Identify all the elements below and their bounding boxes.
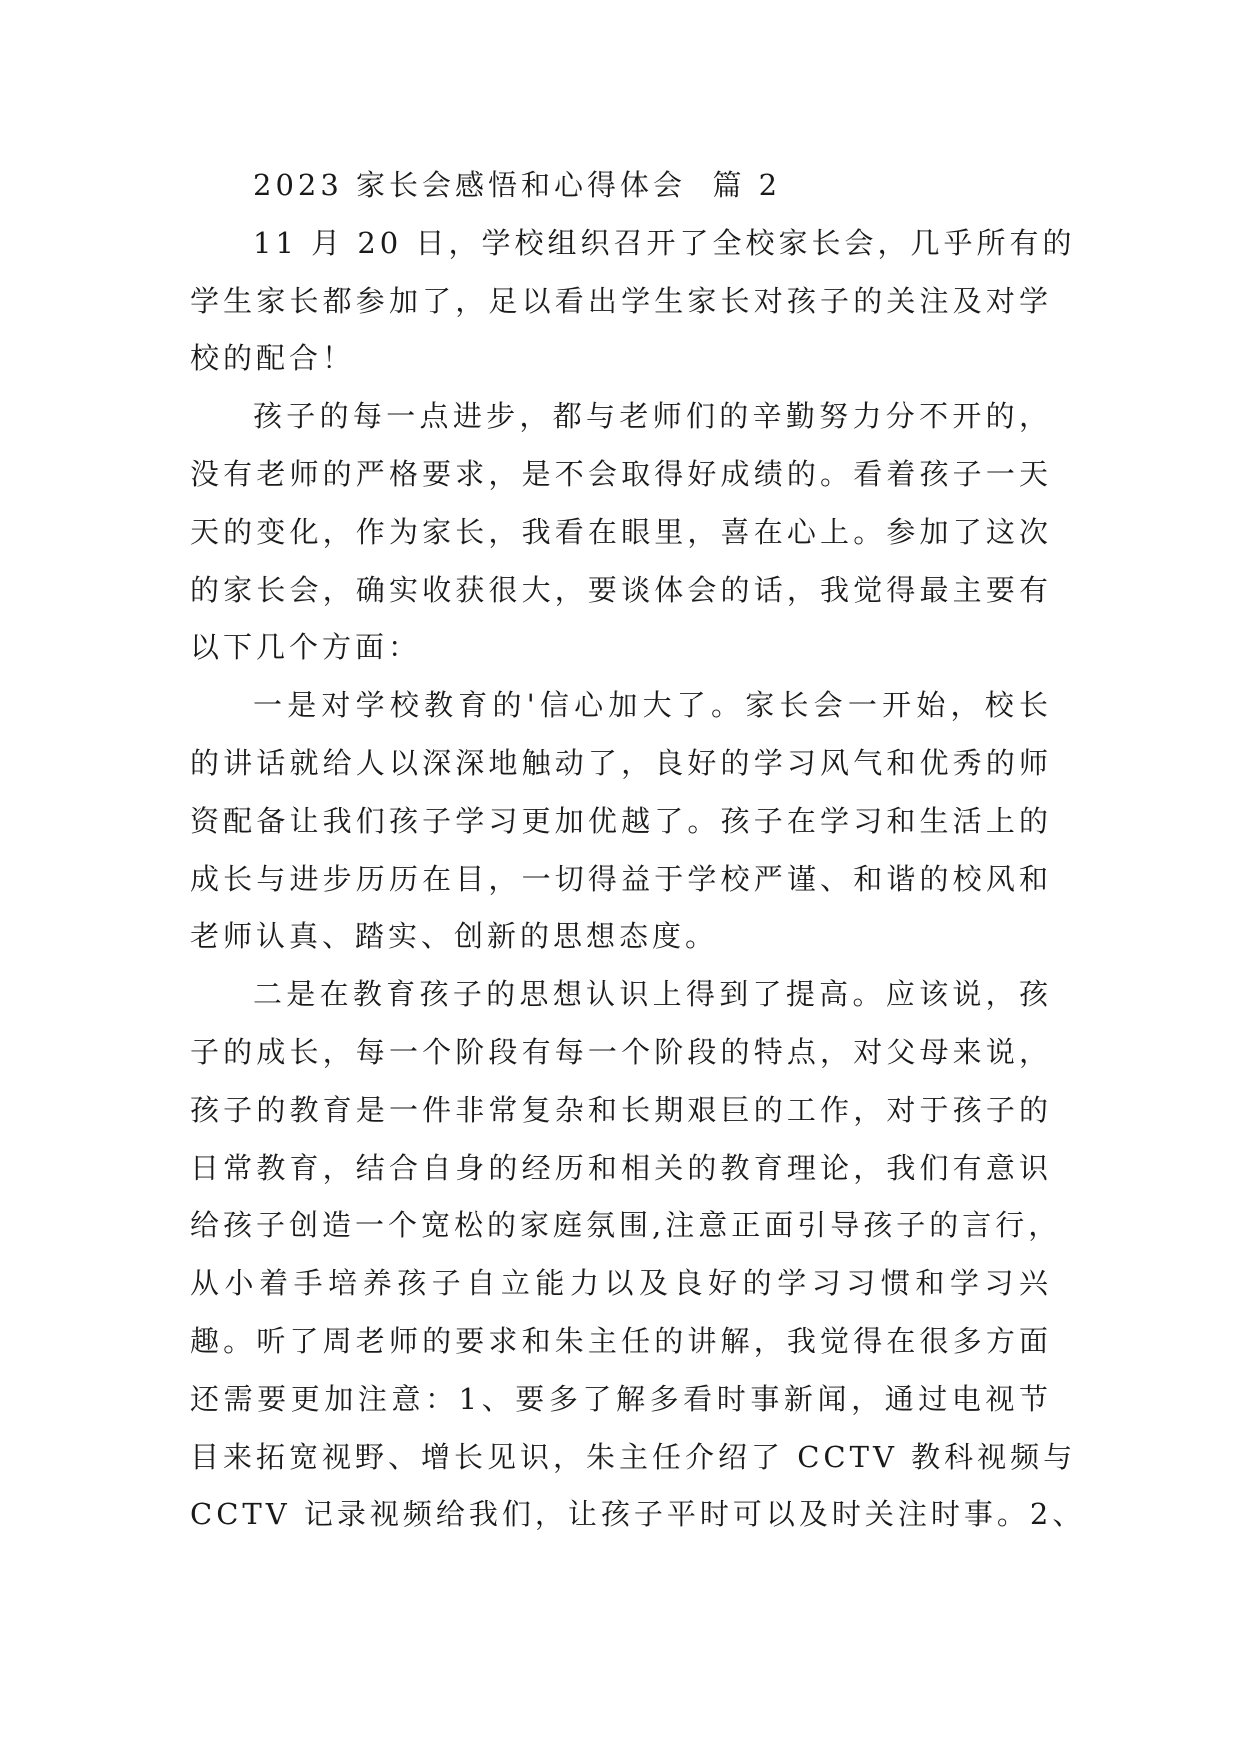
paragraph-line: 老师认真、踏实、创新的思想态度。 xyxy=(190,919,719,954)
paragraph-line: 11 月 20 日，学校组织召开了全校家长会，几乎所有的 xyxy=(253,225,1076,260)
paragraph-line: 一是对学校教育的'信心加大了。家长会一开始，校长 xyxy=(253,688,1052,723)
paragraph-line: 目来拓宽视野、增长见识，朱主任介绍了 CCTV 教科视频与 xyxy=(190,1439,1077,1474)
paragraph-line: 子的成长，每一个阶段有每一个阶段的特点，对父母来说， xyxy=(190,1034,1052,1069)
paragraph-4 xyxy=(190,966,1086,1544)
paragraph-line: 没有老师的严格要求，是不会取得好成绩的。看着孩子一天 xyxy=(190,456,1052,491)
paragraph-2 xyxy=(190,388,1052,677)
paragraph-line: 给孩子创造一个宽松的家庭氛围,注意正面引导孩子的言行， xyxy=(190,1208,1062,1243)
paragraph-3 xyxy=(190,677,1052,966)
paragraph-line: 孩子的教育是一件非常复杂和长期艰巨的工作，对于孩子的 xyxy=(190,1092,1052,1127)
document-title: 2023 家长会感悟和心得体会 篇 2 xyxy=(253,168,782,202)
document-body xyxy=(190,157,1086,1544)
paragraph-line: 日常教育，结合自身的经历和相关的教育理论，我们有意识 xyxy=(190,1150,1052,1185)
paragraph-line: 的讲话就给人以深深地触动了，良好的学习风气和优秀的师 xyxy=(190,745,1052,780)
paragraph-line: 成长与进步历历在目，一切得益于学校严谨、和谐的校风和 xyxy=(190,861,1052,896)
paragraph-line: 二是在教育孩子的思想认识上得到了提高。应该说，孩 xyxy=(253,977,1052,1012)
paragraph-line: 学生家长都参加了，足以看出学生家长对孩子的关注及对学 xyxy=(190,283,1052,318)
paragraph-line: 以下几个方面： xyxy=(190,630,422,665)
paragraph-1 xyxy=(190,215,1076,388)
paragraph-line: 天的变化，作为家长，我看在眼里，喜在心上。参加了这次 xyxy=(190,514,1052,549)
paragraph-line: 资配备让我们孩子学习更加优越了。孩子在学习和生活上的 xyxy=(190,803,1052,838)
paragraph-line: CCTV 记录视频给我们，让孩子平时可以及时关注时事。2、 xyxy=(190,1497,1086,1532)
paragraph-line: 还需要更加注意：1、要多了解多看时事新闻，通过电视节 xyxy=(190,1381,1052,1416)
paragraph-line: 的家长会，确实收获很大，要谈体会的话，我觉得最主要有 xyxy=(190,572,1052,607)
paragraph-line: 趣。听了周老师的要求和朱主任的讲解，我觉得在很多方面 xyxy=(190,1323,1052,1358)
paragraph-line: 校的配合！ xyxy=(190,341,356,376)
paragraph-line: 从小着手培养孩子自立能力以及良好的学习习惯和学习兴 xyxy=(190,1266,1052,1301)
paragraph-line: 孩子的每一点进步，都与老师们的辛勤努力分不开的， xyxy=(253,399,1052,434)
